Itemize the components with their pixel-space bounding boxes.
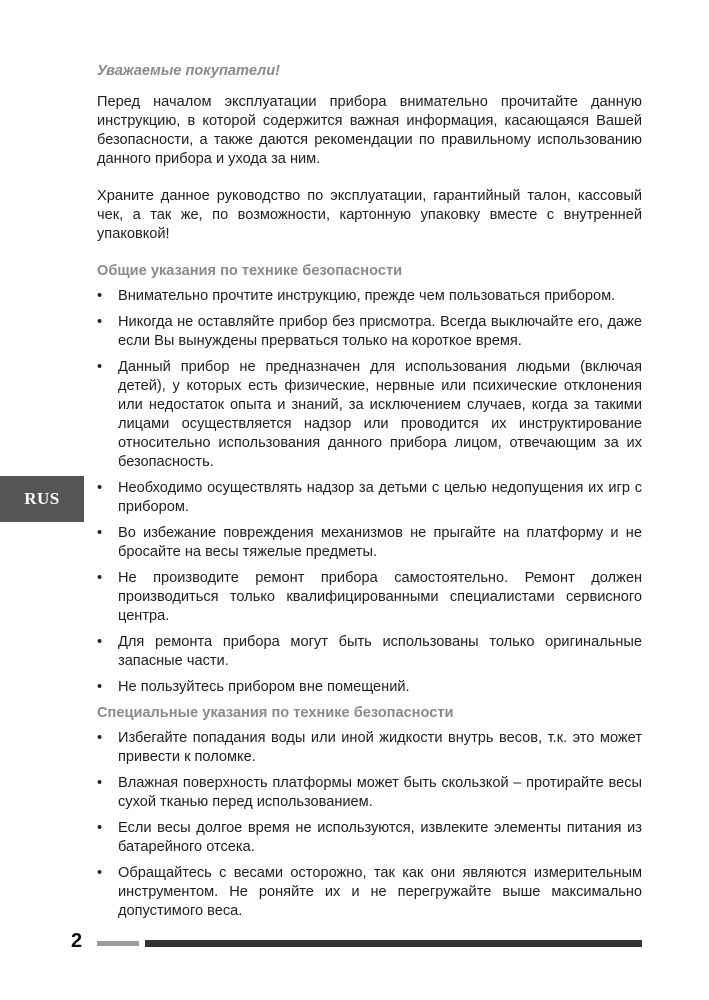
list-item-text: Избегайте попадания воды или иной жидкости внутрь весов, т.к. это может привести к поломке. [118, 730, 642, 765]
bullet-icon: • [97, 314, 103, 330]
list-item [97, 678, 642, 697]
general-safety-list [97, 287, 642, 697]
list-item-text: Обращайтесь с весами осторожно, так как они являются измерительным инструментом. Не роняйте их и не перегружайте выше максимально допустимого веса. [118, 865, 642, 919]
intro-paragraph-1: Перед началом эксплуатации прибора внимательно прочитайте данную инструкцию, в которой содержится важная информация, касающаяся Вашей безопасности, а также даются рекомендации по правильному использованию данного прибора и ухода за ним. [97, 94, 642, 167]
bullet-icon: • [97, 525, 103, 541]
list-item [97, 774, 642, 812]
list-item [97, 358, 642, 472]
list-item [97, 569, 642, 626]
list-item [97, 479, 642, 517]
bullet-icon: • [97, 775, 103, 791]
special-safety-title: Специальные указания по технике безопасности [97, 705, 454, 721]
bullet-icon: • [97, 865, 103, 881]
list-item [97, 313, 642, 351]
bullet-icon: • [97, 359, 103, 375]
bullet-icon: • [97, 570, 103, 586]
list-item [97, 524, 642, 562]
intro-paragraph-2: Храните данное руководство по эксплуатации, гарантийный талон, кассовый чек, а так же, по возможности, картонную упаковку вместе с внутренней упаковкой! [97, 188, 642, 242]
list-item-text: Если весы долгое время не используются, извлеките элементы питания из батарейного отсека. [118, 820, 642, 855]
list-item [97, 864, 642, 921]
list-item-text: Никогда не оставляйте прибор без присмотра. Всегда выключайте его, даже если Вы вынуждены прерваться только на короткое время. [118, 314, 642, 349]
list-item-text: Данный прибор не предназначен для использования людьми (включая детей), у которых есть физические, нервные или психические отклонения или недостаток опыта и знаний, за исключением случаев, когда за такими лицами осуществляется надзор или проводится их инструктирование относительно использования данного прибора лицом, отвечающим за их безопасность. [118, 359, 642, 470]
list-item [97, 287, 642, 306]
list-item-text: Не пользуйтесь прибором вне помещений. [118, 679, 410, 695]
language-tab: RUS [0, 476, 84, 522]
list-item-text: Во избежание повреждения механизмов не прыгайте на платформу и не бросайте на весы тяжелые предметы. [118, 525, 642, 560]
bullet-icon: • [97, 679, 103, 695]
list-item [97, 729, 642, 767]
list-item-text: Необходимо осуществлять надзор за детьми с целью недопущения их игр с прибором. [118, 480, 642, 515]
bullet-icon: • [97, 820, 103, 836]
page-content [97, 62, 642, 928]
list-item-text: Не производите ремонт прибора самостоятельно. Ремонт должен производиться только квалифицированными специалистами сервисного центра. [118, 570, 642, 624]
list-item-text: Влажная поверхность платформы может быть скользкой – протирайте весы сухой тканью перед использованием. [118, 775, 642, 810]
page-number: 2 [71, 930, 83, 952]
bullet-icon: • [97, 634, 103, 650]
footer-rule-short [97, 941, 139, 946]
special-safety-list [97, 729, 642, 921]
greeting-heading: Уважаемые покупатели! [97, 63, 280, 79]
general-safety-title: Общие указания по технике безопасности [97, 263, 403, 279]
bullet-icon: • [97, 288, 103, 304]
list-item-text: Внимательно прочтите инструкцию, прежде чем пользоваться прибором. [118, 288, 616, 304]
footer-rule-long [145, 940, 642, 947]
list-item [97, 633, 642, 671]
bullet-icon: • [97, 730, 103, 746]
list-item [97, 819, 642, 857]
bullet-icon: • [97, 480, 103, 496]
list-item-text: Для ремонта прибора могут быть использованы только оригинальные запасные части. [118, 634, 642, 669]
